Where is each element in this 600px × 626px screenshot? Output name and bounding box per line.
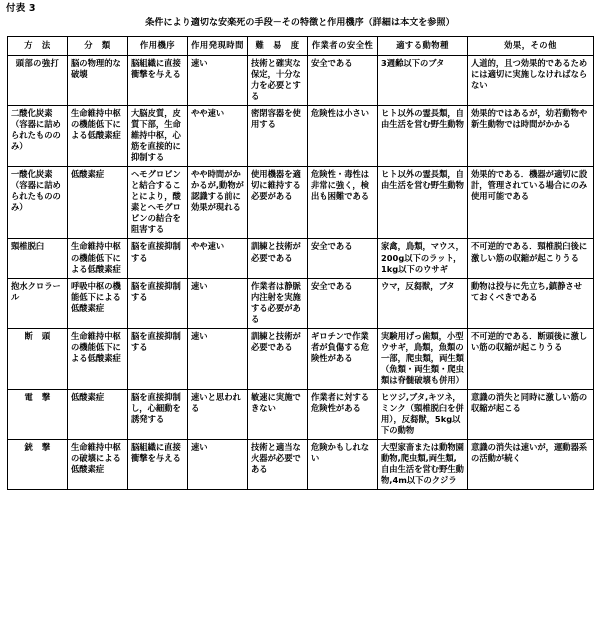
- cell-difficulty: 作業者は静脈内注射を実施する必要がある: [248, 278, 308, 328]
- table-row: [8, 239, 594, 278]
- cell-onset-time: やや時間がかかるが,動物が認識する前に効果が現れる: [188, 167, 248, 239]
- cell-method: 二酸化炭素（容器に詰められたもののみ）: [8, 106, 68, 167]
- table-row: [8, 328, 594, 389]
- cell-classification: 低酸素症: [68, 167, 128, 239]
- cell-difficulty: 敏速に実施できない: [248, 389, 308, 439]
- cell-difficulty: 密閉容器を使用する: [248, 106, 308, 167]
- cell-difficulty: 訓練と技術が必要である: [248, 328, 308, 389]
- cell-species: 実験用げっ歯類，小型ウサギ，鳥類，魚類の一部，爬虫類，両生類（魚類・両生類・爬虫類は脊髄破壊も併用）: [378, 328, 468, 389]
- cell-onset-time: 速い: [188, 278, 248, 328]
- cell-onset-time: やや速い: [188, 239, 248, 278]
- cell-effect: 不可逆的である．断頭後に激しい筋の収縮が起こりうる: [468, 328, 594, 389]
- cell-classification: 低酸素症: [68, 389, 128, 439]
- cell-species: 3週齢以下のブタ: [378, 56, 468, 106]
- column-header-difficulty: 難 易 度: [248, 37, 308, 56]
- cell-onset-time: 速いと思われる: [188, 389, 248, 439]
- cell-difficulty: 技術と確実な保定，十分な力を必要とする: [248, 56, 308, 106]
- cell-classification: 生命維持中枢の破壊による低酸素症: [68, 439, 128, 489]
- cell-method: 一酸化炭素（容器に詰められたもののみ）: [8, 167, 68, 239]
- cell-mechanism: 脳を直接抑制する: [128, 328, 188, 389]
- cell-classification: 呼吸中枢の機能低下による低酸素症: [68, 278, 128, 328]
- cell-operator-safety: 安全である: [308, 278, 378, 328]
- cell-effect: 効果的ではあるが，幼若動物や新生動物では時間がかかる: [468, 106, 594, 167]
- cell-mechanism: 脳を直接抑制し，心細動を誘発する: [128, 389, 188, 439]
- column-header-classification: 分 類: [68, 37, 128, 56]
- cell-species: ヒト以外の霊長類，自由生活を営む野生動物: [378, 167, 468, 239]
- cell-mechanism: 脳を直接抑制する: [128, 239, 188, 278]
- table-body: [8, 56, 594, 490]
- cell-operator-safety: 作業者に対する危険性がある: [308, 389, 378, 439]
- cell-mechanism: 大脳皮質，皮質下部，生命維持中枢，心筋を直接的に抑制する: [128, 106, 188, 167]
- cell-method: 銃 撃: [8, 439, 68, 489]
- cell-onset-time: 速い: [188, 56, 248, 106]
- cell-method: 断 頭: [8, 328, 68, 389]
- cell-effect: 動物は投与に先立ち,鎮静させておくべきである: [468, 278, 594, 328]
- cell-difficulty: 使用機器を適切に維持する必要がある: [248, 167, 308, 239]
- cell-method: 電 撃: [8, 389, 68, 439]
- cell-classification: 脳の物理的な破壊: [68, 56, 128, 106]
- cell-operator-safety: 安全である: [308, 56, 378, 106]
- table-row: [8, 439, 594, 489]
- cell-operator-safety: 危険性は小さい: [308, 106, 378, 167]
- cell-species: ヒト以外の霊長類，自由生活を営む野生動物: [378, 106, 468, 167]
- figure-label: 付表 3: [6, 3, 36, 14]
- cell-onset-time: 速い: [188, 439, 248, 489]
- cell-onset-time: やや速い: [188, 106, 248, 167]
- column-header-species: 適する動物種: [378, 37, 468, 56]
- cell-mechanism: 脳を直接抑制する: [128, 278, 188, 328]
- header-row: [8, 37, 594, 56]
- table-row: [8, 278, 594, 328]
- column-header-effect: 効果，その他: [468, 37, 594, 56]
- column-header-mechanism: 作用機序: [128, 37, 188, 56]
- cell-effect: 効果的である．機器が適切に設計，管理されている場合にのみ使用可能である: [468, 167, 594, 239]
- cell-difficulty: 訓練と技術が必要である: [248, 239, 308, 278]
- column-header-onset-time: 作用発現時間: [188, 37, 248, 56]
- cell-effect: 意識の消失は速いが，運動器系の活動が続く: [468, 439, 594, 489]
- cell-operator-safety: 危険かもしれない: [308, 439, 378, 489]
- euthanasia-methods-table: [7, 36, 594, 490]
- cell-species: 家禽，鳥類，マウス，200g以下のラット，1kg以下のウサギ: [378, 239, 468, 278]
- cell-effect: 意識の消失と同時に激しい筋の収縮が起こる: [468, 389, 594, 439]
- cell-operator-safety: ギロチンで作業者が負傷する危険性がある: [308, 328, 378, 389]
- cell-operator-safety: 安全である: [308, 239, 378, 278]
- cell-method: 頸椎脱臼: [8, 239, 68, 278]
- cell-onset-time: 速い: [188, 328, 248, 389]
- cell-classification: 生命維持中枢の機能低下による低酸素症: [68, 328, 128, 389]
- table-header: [8, 37, 594, 56]
- table-row: [8, 56, 594, 106]
- table-row: [8, 167, 594, 239]
- cell-mechanism: ヘモグロビンと結合することにより，酸素とヘモグロビンの結合を阻害する: [128, 167, 188, 239]
- table-row: [8, 389, 594, 439]
- cell-effect: 人道的，且つ効果的であるためには適切に実施しなければならない: [468, 56, 594, 106]
- figure-title: 条件により適切な安楽死の手段－その特徴と作用機序（詳細は本文を参照）: [145, 18, 455, 28]
- column-header-method: 方 法: [8, 37, 68, 56]
- cell-classification: 生命維持中枢の機能低下による低酸素症: [68, 106, 128, 167]
- cell-mechanism: 脳組織に直接衝撃を与える: [128, 439, 188, 489]
- cell-mechanism: 脳組織に直接衝撃を与える: [128, 56, 188, 106]
- table-row: [8, 106, 594, 167]
- cell-classification: 生命維持中枢の機能低下による低酸素症: [68, 239, 128, 278]
- cell-method: 頭部の強打: [8, 56, 68, 106]
- cell-species: 大型家畜または動物園動物,爬虫類,両生類,自由生活を営む野生動物,4m以下のクジラ: [378, 439, 468, 489]
- cell-operator-safety: 危険性・毒性は非常に強く，検出も困難である: [308, 167, 378, 239]
- cell-species: ヒツジ,ブタ,キツネ，ミンク（頸椎脱臼を併用），反芻獣，5kg以下の動物: [378, 389, 468, 439]
- column-header-operator-safety: 作業者の安全性: [308, 37, 378, 56]
- cell-difficulty: 技術と適当な火器が必要である: [248, 439, 308, 489]
- cell-method: 抱水クロラール: [8, 278, 68, 328]
- cell-species: ウマ，反芻獣，ブタ: [378, 278, 468, 328]
- cell-effect: 不可逆的である．頸椎脱臼後に激しい筋の収縮が起こりうる: [468, 239, 594, 278]
